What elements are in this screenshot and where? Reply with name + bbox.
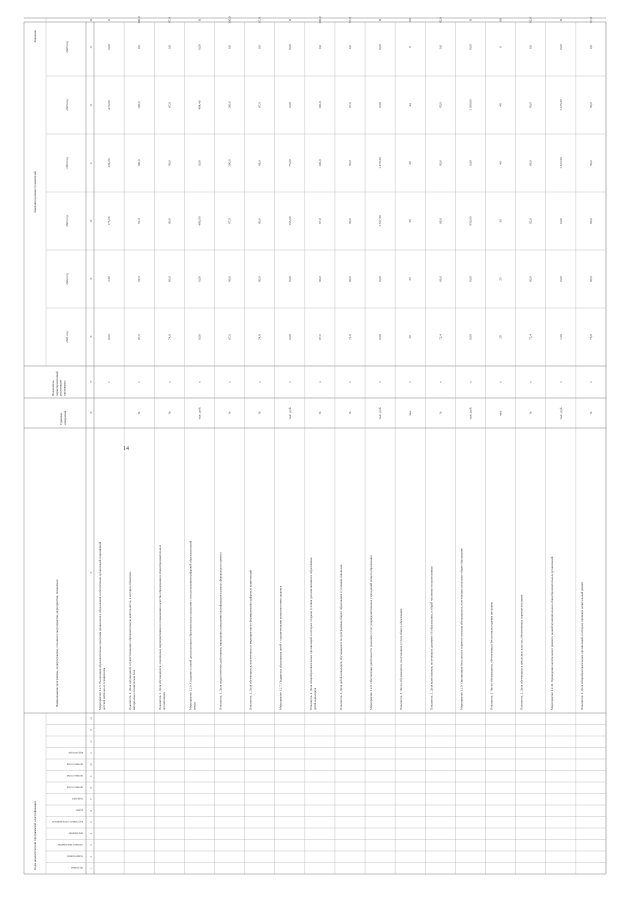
row-unit: чел. [498, 410, 503, 416]
row-value: 82,0 [528, 218, 533, 224]
row-value: 97,0 [227, 218, 232, 224]
row-unit: % [257, 411, 262, 415]
row-value: 97,0 [317, 218, 322, 224]
header-year: 2023 год [65, 215, 69, 227]
row-value: 87,0 [167, 102, 172, 108]
row-value: 44 [408, 103, 413, 107]
row-value: 60 [408, 18, 413, 22]
table-grid [24, 16, 606, 874]
column-number: 3 [90, 844, 93, 846]
column-number: 17 [90, 380, 93, 384]
row-value: 97,0 [348, 17, 352, 23]
row-coef: х [167, 381, 172, 383]
row-value: 0,00 [287, 276, 292, 282]
row-value: 1,00 [558, 334, 563, 340]
row-unit: % [227, 411, 232, 415]
row-value: 1 125,50 [558, 99, 563, 111]
row-value: 80,0 [257, 218, 262, 224]
row-name: Показатель 1. Доля общеобразовательных организаций, в которых созданы условия для инклюзивного образования [308, 557, 313, 710]
row-coef: х [528, 381, 533, 383]
row-value: 20 [408, 335, 413, 339]
row-name: Мероприятие 1.2.6. Создание условий для реализации образовательных программ с использованием цифровой образовательной [188, 540, 193, 710]
row-name: организациях [162, 692, 167, 710]
row-value: 90,0 [167, 160, 172, 166]
row-coef: х [408, 381, 413, 383]
column-number: 15 [90, 571, 93, 575]
row-name: детей-инвалидов [312, 687, 317, 710]
code-column-header: целевая статья [66, 762, 83, 766]
row-name: Показатель 1. Число обучающихся, обеспеченных бесплатным горячим питанием [489, 602, 494, 710]
column-number: 1 [90, 867, 93, 869]
row-value: 0,00 [287, 44, 292, 50]
row-value: 100,0 [317, 16, 322, 24]
row-value: 236,00 [107, 158, 112, 168]
row-value: 0,0 [348, 44, 352, 50]
code-column-header: вид расходов [68, 751, 83, 754]
row-value: 100,0 [137, 16, 142, 24]
column-number: 18 [90, 335, 93, 339]
code-column-header: мероприятие [68, 831, 83, 835]
row-value: 0,00 [468, 44, 473, 50]
row-name: Мероприятие 1.2.7. Поддержка образования детей с ограниченными возможностями здоровья [278, 585, 283, 710]
row-value: 87,0 [257, 102, 262, 108]
row-coef: х [348, 381, 352, 383]
row-value: 80,0 [588, 276, 593, 282]
row-value: 0,00 [468, 334, 473, 340]
row-coef: х [137, 381, 142, 383]
row-value: 486,00 [197, 216, 202, 226]
header-final: Значение [33, 30, 37, 43]
row-coef: х [227, 381, 232, 383]
row-name: Показатель 2. Доля обучающихся начальных классов, обеспеченных горячим питанием [519, 594, 524, 710]
row-value: 175,00 [107, 216, 112, 226]
row-value: 68 [498, 18, 503, 22]
row-value: 0,0 [257, 44, 262, 50]
code-column-header: подраздел [71, 797, 83, 800]
row-coef: х [317, 381, 322, 383]
row-value: 87,0 [317, 334, 322, 340]
row-value: 87,0 [348, 102, 352, 108]
code-column-header: подпрограмма [67, 854, 83, 858]
row-unit: чел. [408, 410, 413, 416]
row-value: 0,00 [468, 276, 473, 282]
row-name: Показатель 1. Число обучающихся, получающих услуги общего образования [399, 608, 404, 710]
row-value: 72,4 [438, 334, 443, 340]
header-year: 2021 год [65, 331, 69, 343]
row-value: 80,0 [348, 276, 352, 282]
row-value: 91,0 [137, 218, 142, 224]
column-number: 10 [90, 763, 93, 767]
row-name: Показатель 2. Доля обучающихся, охваченных мероприятиями по повышению качества образования в общеобразовательных [158, 544, 163, 710]
row-value: 165,00 [287, 216, 292, 226]
row-coef: х [468, 381, 473, 383]
row-value: 0,00 [197, 276, 202, 282]
row-value: 97,0 [167, 17, 172, 23]
code-column-header: основное мероприятие [57, 843, 83, 846]
row-value: 92,0 [137, 276, 142, 282]
row-value: 470,00 [107, 100, 112, 110]
row-value: 48 [498, 103, 503, 107]
row-value: 850,00 [468, 216, 473, 226]
row-value: 100,0 [227, 16, 232, 24]
row-name: детской мебелью и оснащением [102, 667, 106, 710]
row-unit: тыс. руб. [197, 406, 202, 420]
row-value: 40 [408, 161, 413, 165]
row-value: 80,0 [528, 276, 533, 282]
header-year: 2024 год [65, 157, 69, 169]
row-value: 0,0 [528, 44, 533, 50]
row-value: 87,0 [137, 334, 142, 340]
row-value: 0,00 [107, 334, 112, 340]
row-value: 80,0 [348, 218, 352, 224]
row-value: 3,50 [107, 276, 112, 282]
row-unit: тыс. руб. [468, 406, 473, 420]
row-value: 100,0 [227, 101, 232, 109]
row-value: 0,00 [287, 102, 292, 108]
row-name: материально-техническая база [132, 669, 137, 710]
column-number: 24 [90, 18, 93, 22]
row-name: Показатель 1. Доля организаций, осуществляющих образовательную деятельность, в которых обновлена [128, 571, 133, 710]
row-value: 0,00 [558, 218, 563, 224]
row-coef: х [588, 381, 593, 383]
row-coef: х [378, 381, 383, 383]
row-unit: % [528, 411, 533, 415]
row-value: 1 478,50 [378, 157, 383, 169]
row-value: 0,0 [588, 44, 593, 50]
header-year: 2025 год [65, 99, 69, 111]
row-value: 90,0 [317, 276, 322, 282]
row-unit: % [438, 411, 443, 415]
row-value: 100,0 [317, 101, 322, 109]
row-value: 0,00 [197, 44, 202, 50]
column-number: 12 [90, 740, 93, 744]
column-number: 7 [90, 798, 93, 800]
column-number: 16 [90, 411, 93, 415]
row-value: Х [287, 18, 292, 22]
header-coef: характеризующий [54, 371, 59, 396]
row-value: 0,0 [167, 44, 172, 50]
row-value: 0,00 [468, 160, 473, 166]
row-unit: тыс. руб. [378, 406, 383, 420]
column-number: 19 [90, 277, 93, 281]
header-coef: реализацию [58, 379, 63, 396]
row-value: 0,00 [287, 334, 292, 340]
row-value: 0,00 [378, 102, 383, 108]
header-coef: Показатель, [51, 379, 55, 396]
row-value: 0,00 [197, 334, 202, 340]
row-value: 30 [408, 219, 413, 223]
row-value: 100,0 [137, 101, 142, 109]
column-number: 23 [90, 45, 93, 49]
row-value: 100,0 [227, 159, 232, 167]
row-name: среды [192, 702, 197, 710]
row-value: 80,0 [257, 276, 262, 282]
row-name: Показатель 2. Доля выпускников, получивших документ об образовании, в общей численности выпускников [429, 566, 434, 710]
row-unit: % [348, 411, 352, 415]
header-name: Наименование программы, подпрограммы, основного мероприятия, мероприятия, показателя [55, 579, 59, 707]
row-value: 0,00 [378, 334, 383, 340]
row-coef: х [438, 381, 443, 383]
row-value: 87,0 [227, 334, 232, 340]
row-value: Х [197, 18, 202, 22]
column-number: 6 [90, 810, 93, 812]
row-value: 0,00 [378, 276, 383, 282]
row-value: 80,0 [167, 276, 172, 282]
table-rotated-group [24, 16, 606, 874]
row-unit: тыс. руб. [287, 406, 292, 420]
row-value: 8 [107, 19, 112, 21]
row-value: 71,9 [348, 334, 352, 340]
header-group-codes: Коды аналитической программной классификации [33, 801, 37, 870]
row-coef: х [257, 381, 262, 383]
row-value: 0,00 [558, 44, 563, 50]
row-value: 75,00 [287, 159, 292, 167]
column-number: 2 [90, 856, 93, 858]
column-number: 13 [90, 728, 93, 732]
row-name: Мероприятие 1.2.9. Организация бесплатного горячего питания обучающихся, получающих начальное общее образование [459, 548, 464, 710]
header-group-years: Значения целевых показателей [33, 171, 37, 213]
page-number: 14 [123, 446, 129, 452]
row-value: 76,8 [588, 334, 593, 340]
row-value: 72,4 [528, 334, 533, 340]
row-value: 100,0 [317, 159, 322, 167]
row-name: Показатель 1. Доля педагогических работников, прошедших повышение квалификации в рамках федерального проекта [218, 552, 223, 710]
row-unit: % [167, 411, 172, 415]
column-number: 8 [90, 787, 93, 789]
row-value: Х [468, 18, 473, 22]
row-unit: % [588, 411, 593, 415]
row-name: Показатель 2. Доля детей-инвалидов, обучающихся по программам общего образования в условиях инклюзии [338, 564, 343, 710]
row-value: 0,0 [227, 44, 232, 50]
row-value: 88,0 [438, 218, 443, 224]
column-number: 9 [90, 775, 93, 777]
code-column-header: целевая статья [66, 785, 83, 789]
row-value: 0,0 [438, 44, 443, 50]
row-unit: % [137, 411, 142, 415]
row-value: 74,8 [257, 334, 262, 340]
row-value: 74,8 [167, 334, 172, 340]
column-number: 21 [90, 161, 93, 165]
row-name: Мероприятие 1.2.8. Обеспечение деятельности (оказание услуг) подведомственных учреждений общего образования [369, 555, 374, 710]
header-coef: программы [62, 380, 67, 396]
column-number: 14 [90, 717, 93, 721]
row-value: 29 [498, 335, 503, 339]
row-value: 90,0 [438, 160, 443, 166]
row-value: 0 [498, 46, 503, 48]
row-value: 0 [408, 46, 413, 48]
row-value: Х [558, 18, 563, 22]
row-name: Мероприятие 1.2.5. Реализация образовательных программ дошкольного образования и обеспечение организаций современной [98, 541, 102, 710]
row-value: 25 [498, 277, 503, 281]
row-value: 90,0 [528, 102, 533, 108]
row-value: 1 300,00 [468, 99, 473, 111]
row-name: Показатель 2. Доля обучающихся, вовлеченных в мероприятия по формированию цифровых компетенций [248, 569, 253, 710]
row-value: 95,0 [438, 102, 443, 108]
row-value: 484,40 [197, 100, 202, 110]
row-value: 86,0 [438, 276, 443, 282]
row-value: 90,0 [588, 102, 593, 108]
row-value: 88,0 [257, 160, 262, 166]
row-coef: х [197, 381, 202, 383]
row-value: 1 327,50 [378, 215, 383, 227]
row-value: 80,0 [588, 218, 593, 224]
row-value: 0,0 [317, 44, 322, 50]
row-name: Мероприятие 1.2.10. Проведение капитального ремонта зданий муниципальных общеобразовательных организаций [549, 556, 554, 710]
column-number: 20 [90, 219, 93, 223]
row-name: Показатель 1. Доля общеобразовательных организаций, в которых проведен капитальный ремонт [579, 581, 584, 710]
row-value: 1 423,50 [558, 157, 563, 169]
code-column-header: код главного распорядителя [52, 820, 83, 823]
row-value: 90,0 [588, 160, 593, 166]
row-value: 23 [408, 277, 413, 281]
column-number: 22 [90, 103, 93, 107]
row-coef: х [558, 381, 563, 383]
column-number: 5 [90, 821, 93, 823]
code-column-header: раздел [75, 808, 83, 812]
row-value: 92,0 [438, 17, 443, 23]
column-number: 11 [90, 752, 93, 755]
row-value: 0,00 [197, 160, 202, 166]
row-value: 30 [498, 219, 503, 223]
rotated-program-table [24, 16, 606, 874]
row-value: 0,00 [558, 276, 563, 282]
header-unit: Единица [59, 413, 63, 425]
row-value: 97,0 [588, 17, 593, 23]
row-coef: х [498, 381, 503, 383]
row-value: 100,0 [137, 159, 142, 167]
row-coef: х [107, 381, 112, 383]
code-column-header: программа [71, 866, 83, 869]
row-unit: тыс. руб. [558, 406, 563, 420]
row-value: 97,0 [257, 17, 262, 23]
header-year: 2026 год [65, 41, 69, 53]
header-year: 2022 год [65, 273, 69, 285]
row-value: 90,0 [227, 276, 232, 282]
row-value: 0,00 [378, 44, 383, 50]
row-value: 90,0 [348, 160, 352, 166]
row-value: Х [378, 18, 383, 22]
row-value: 86,0 [528, 160, 533, 166]
row-value: 0,0 [137, 44, 142, 50]
row-value: 92,0 [528, 17, 533, 23]
row-unit: % [317, 411, 322, 415]
row-value: 0,00 [107, 44, 112, 50]
code-column-header: целевая статья [66, 774, 83, 777]
column-number: 4 [90, 833, 93, 835]
row-coef: х [287, 381, 292, 383]
header-unit: измерения [63, 410, 67, 425]
row-value: 40 [498, 161, 503, 165]
row-value: 80,0 [167, 218, 172, 224]
